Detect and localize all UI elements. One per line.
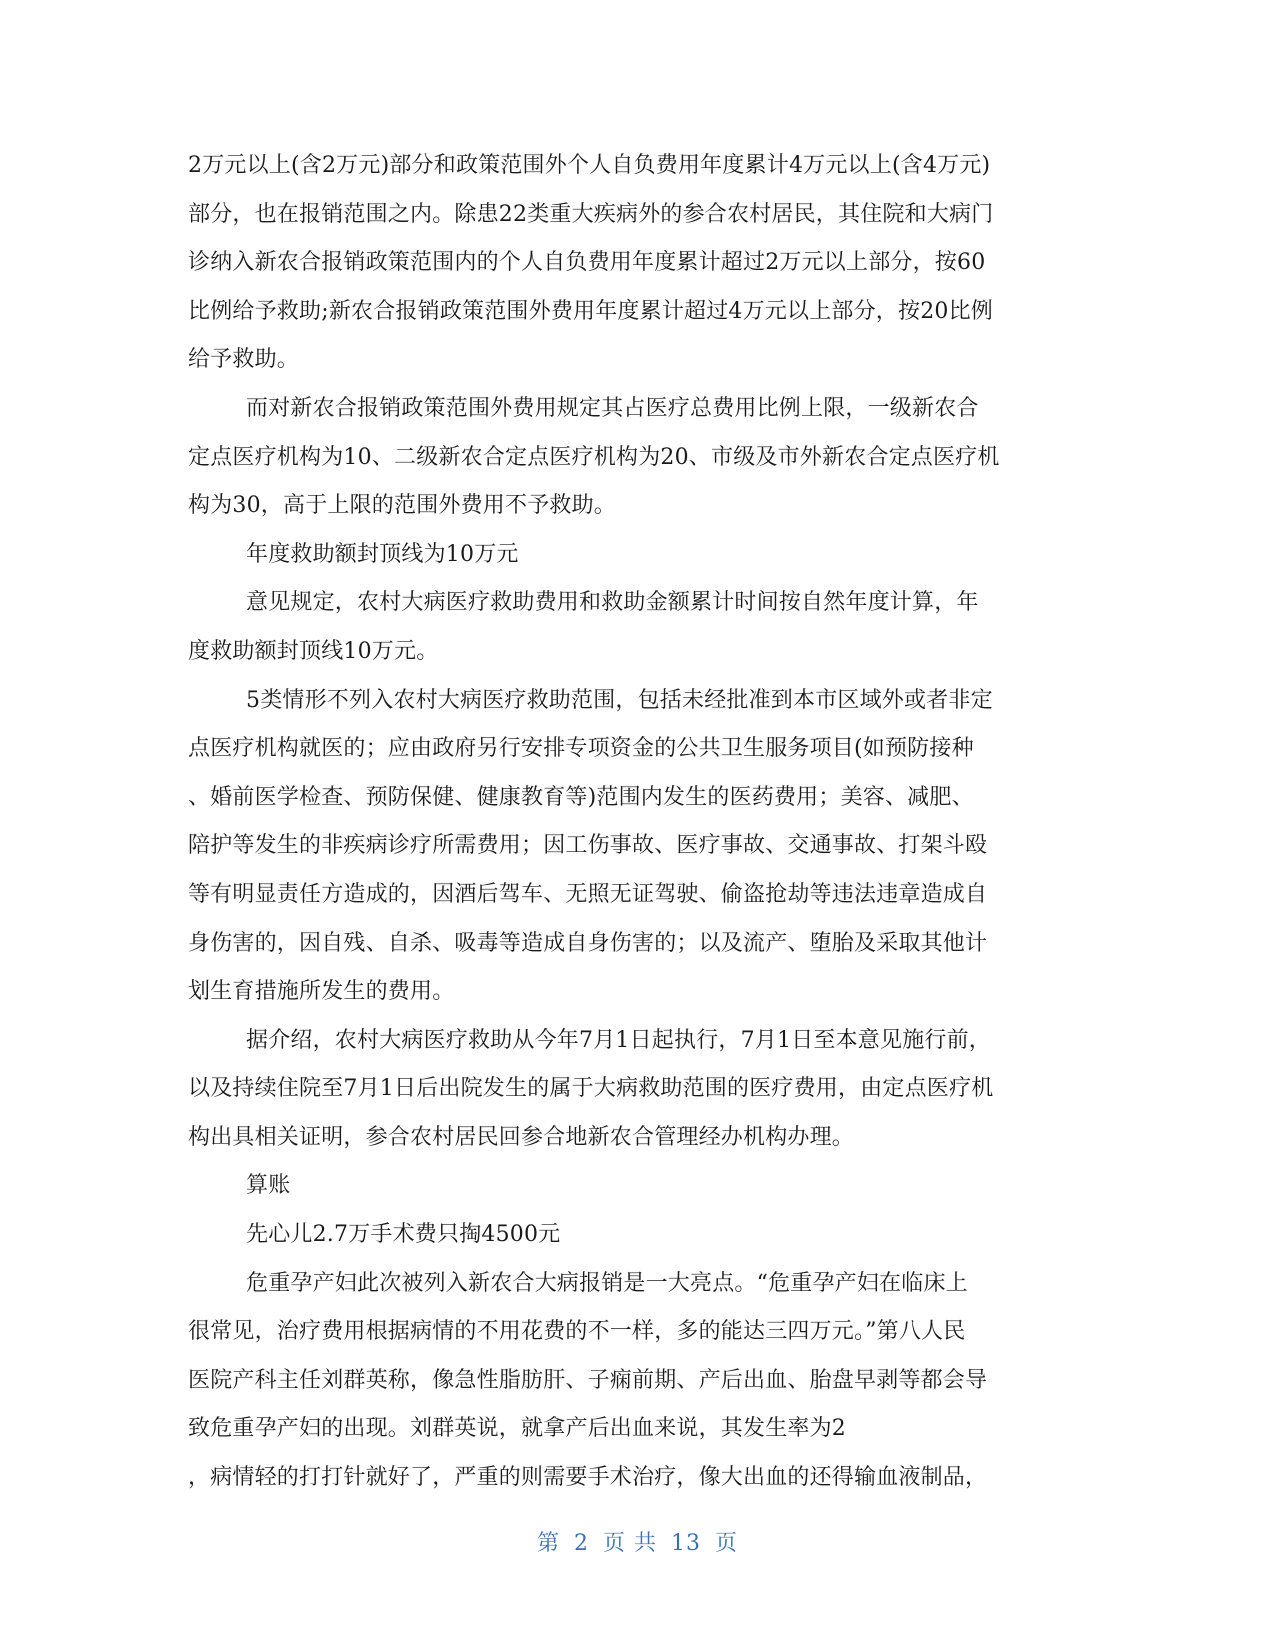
text-line: 度救助额封顶线10万元。 [188, 638, 439, 664]
text-line: 医院产科主任刘群英称，像急性脂肪肝、子痫前期、产后出血、胎盘早剥等都会导 [188, 1367, 988, 1393]
text-line: 2万元以上(含2万元)部分和政策范围外个人自负费用年度累计4万元以上(含4万元) [188, 153, 991, 178]
footer-prefix: 第 [536, 1531, 560, 1556]
footer-middle: 页 共 [603, 1531, 657, 1556]
section-heading: 算账 [246, 1173, 291, 1199]
text-line: 给予救助。 [188, 347, 300, 373]
total-page-count: 13 [671, 1531, 701, 1556]
text-line: 比例给予救助;新农合报销政策范围外费用年度累计超过4万元以上部分，按20比例 [188, 298, 994, 324]
text-line: 部分，也在报销范围之内。除患22类重大疾病外的参合农村居民，其住院和大病门 [188, 201, 994, 227]
page-footer [0, 1526, 1275, 1557]
text-line: 意见规定，农村大病医疗救助费用和救助金额累计时间按自然年度计算，年 [246, 590, 979, 616]
text-line: 定点医疗机构为10、二级新农合定点医疗机构为20、市级及市外新农合定点医疗机 [188, 444, 1000, 470]
footer-suffix: 页 [715, 1531, 739, 1556]
text-line: 构为30，高于上限的范围外费用不予救助。 [188, 493, 616, 519]
text-line: 诊纳入新农合报销政策范围内的个人自负费用年度累计超过2万元以上部分，按60 [188, 250, 986, 276]
text-line: 身伤害的，因自残、自杀、吸毒等造成自身伤害的；以及流产、堕胎及采取其他计 [188, 930, 988, 956]
text-line: 据介绍，农村大病医疗救助从今年7月1日起执行，7月1日至本意见施行前， [246, 1027, 991, 1053]
text-line: 致危重孕产妇的出现。刘群英说，就拿产后出血来说，其发生率为2 [188, 1416, 846, 1442]
section-subheading: 先心儿2.7万手术费只掏4500元 [246, 1222, 561, 1248]
text-line: 以及持续住院至7月1日后出院发生的属于大病救助范围的医疗费用，由定点医疗机 [188, 1076, 994, 1102]
text-line: 陪护等发生的非疾病诊疗所需费用；因工伤事故、医疗事故、交通事故、打架斗殴 [188, 833, 988, 859]
text-line: 构出具相关证明，参合农村居民回参合地新农合管理经办机构办理。 [188, 1124, 855, 1150]
text-line: 划生育措施所发生的费用。 [188, 979, 455, 1005]
text-line: 危重孕产妇此次被列入新农合大病报销是一大亮点。“危重孕产妇在临床上 [246, 1270, 968, 1296]
text-line: 等有明显责任方造成的，因酒后驾车、无照无证驾驶、偷盗抢劫等违法违章造成自 [188, 881, 988, 907]
text-line: 而对新农合报销政策范围外费用规定其占医疗总费用比例上限，一级新农合 [246, 395, 979, 421]
text-line: 很常见，治疗费用根据病情的不用花费的不一样，多的能达三四万元。”第八人民 [188, 1319, 966, 1345]
text-line: 5类情形不列入农村大病医疗救助范围，包括未经批准到本市区域外或者非定 [246, 687, 993, 713]
text-line: ，病情轻的打打针就好了，严重的则需要手术治疗，像大出血的还得输血液制品， [188, 1465, 988, 1491]
document-body [188, 142, 1088, 1503]
current-page-number: 2 [574, 1531, 589, 1556]
text-line: 、婚前医学检查、预防保健、健康教育等)范围内发生的医药费用；美容、减肥、 [188, 784, 974, 810]
text-line: 点医疗机构就医的；应由政府另行安排专项资金的公共卫生服务项目(如预防接种 [188, 736, 974, 762]
section-heading: 年度救助额封顶线为10万元 [246, 541, 519, 567]
